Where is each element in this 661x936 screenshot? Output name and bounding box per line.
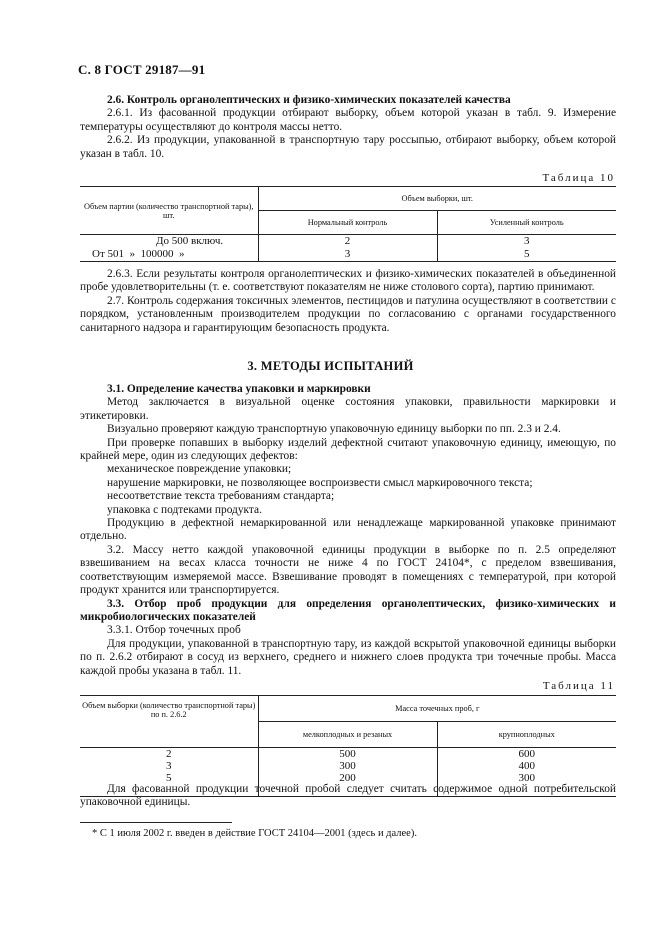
paragraph-2-6-3: 2.6.3. Если результаты контроля органолептических и физико-химических показателей в объединенной пробе удовлетворительны (т. е. соответствуют показателям не ниже столового сорта), партию принимают.	[80, 268, 616, 294]
paragraph-consumer-pack: Для фасованной продукции точечной пробой следует считать содержимое одной потребительской упаковочной единицы.	[80, 783, 616, 809]
page-header: С. 8 ГОСТ 29187—91	[78, 62, 206, 77]
table-11-cell-small: 300	[258, 760, 437, 772]
table-10-cell-normal: 3	[258, 247, 437, 262]
paragraph-3-1-visual: Визуально проверяют каждую транспортную упаковочную единицу выборки по пп. 2.3 и 2.4.	[107, 423, 561, 436]
table-row	[80, 247, 616, 262]
table-10-cell-lot: До 500 включ.	[80, 235, 258, 248]
paragraph-3-2: 3.2. Массу нетто каждой упаковочной единицы продукции в выборке по п. 2.5 определяют взвешиванием на весах класса точности не ниже 4 по ГОСТ 24104*, с пределом взвешивания, соответствующим измеряемой массе. Взвешивание проводят в помещениях с температурой, при которой продукт хранится или транспортируется.	[80, 543, 616, 597]
table-row	[80, 748, 616, 761]
table-11	[80, 695, 616, 797]
table-11-col-small: мелкоплодных и резаных	[258, 722, 437, 748]
table-10-col-normal: Нормальный контроль	[258, 211, 437, 235]
table-10-col-lot: Объем партии (количество транспортной тары), шт.	[80, 187, 258, 235]
paragraph-3-1-rejected: Продукцию в дефектной немаркированной или ненадлежаще маркированной упаковке принимают отдельно.	[80, 517, 616, 543]
table-10-col-group: Объем выборки, шт.	[258, 187, 616, 211]
final-paragraph-block	[80, 783, 616, 810]
table-11-col-large: крупноплодных	[437, 722, 616, 748]
defect-item: нарушение маркировки, не позволяющее воспроизвести смысл маркировочного текста;	[107, 476, 533, 489]
table-10	[80, 186, 616, 262]
section-3-3-title: 3.3. Отбор проб продукции для определения органолептических, физико-химических и микробиологических показателей	[80, 597, 616, 623]
table-10-col-tight: Усиленный контроль	[437, 211, 616, 235]
table-11-cell-sample: 5	[80, 772, 258, 784]
defect-item: механическое повреждение упаковки;	[107, 463, 292, 476]
table-11-cell-sample: 3	[80, 760, 258, 772]
defect-item: несоответствие текста требованиям стандарта;	[107, 490, 335, 503]
table-11-cell-sample: 2	[80, 748, 258, 761]
section-3-heading: 3. МЕТОДЫ ИСПЫТАНИЙ	[247, 359, 414, 373]
paragraph-2-6-1: 2.6.1. Из фасованной продукции отбирают выборку, объем которой указан в табл. 9. Измерение температуры осуществляют до контроля массы нетто.	[80, 107, 616, 133]
section-2-6-3-2-7	[80, 268, 616, 335]
table-11-cell-large: 600	[518, 748, 535, 760]
table-row	[80, 235, 616, 248]
table-row	[80, 760, 616, 772]
table-10-cell-lot: От 501 » 100000 »	[80, 247, 258, 262]
table-11-col-sample: Объем выборки (количество транспортной тары) по п. 2.6.2	[80, 696, 258, 748]
section-3-1-title: 3.1. Определение качества упаковки и маркировки	[107, 383, 371, 395]
paragraph-3-1-defects: При проверке попавших в выборку изделий дефектной считают упаковочную единицу, имеющую, по крайней мере, один из следующих дефектов:	[80, 436, 616, 463]
table-11-cell-small: 500	[258, 748, 437, 761]
paragraph-2-7: 2.7. Контроль содержания токсичных элементов, пестицидов и патулина осуществляют в соответствии с порядком, установленным производителем продукции по согласованию с органами государственного санитарного надзора и гарантирующим безопасность продукта.	[80, 294, 616, 334]
footnote-separator	[80, 822, 232, 823]
section-2-6-title: 2.6. Контроль органолептических и физико-химических показателей качества	[107, 94, 511, 106]
table-11-col-group: Масса точечных проб, г	[258, 696, 616, 722]
table-11-cell-large: 300	[518, 772, 535, 784]
footnote: * С 1 июля 2002 г. введен в действие ГОСТ 24104—2001 (здесь и далее).	[92, 828, 417, 839]
table-11-cell-large: 400	[518, 760, 535, 772]
section-2-6	[80, 94, 616, 161]
defect-item: упаковка с подтеками продукта.	[107, 503, 262, 516]
section-3-body	[80, 383, 616, 678]
section-3-3-1-title: 3.3.1. Отбор точечных проб	[107, 624, 241, 637]
paragraph-3-1-method: Метод заключается в визуальной оценке состояния упаковки, правильности маркировки и этикетировки.	[80, 396, 616, 422]
paragraph-2-6-2: 2.6.2. Из продукции, упакованной в транспортную тару россыпью, отбирают выборку, объем которой указан в табл. 10.	[80, 134, 616, 160]
table-10-cell-tight: 5	[524, 248, 530, 260]
table-10-cell-normal: 2	[258, 235, 437, 248]
table-11-cell-small: 200	[258, 772, 437, 784]
table-10-cell-tight: 3	[524, 235, 530, 247]
table-10-caption: Таблица 10	[542, 172, 615, 184]
paragraph-3-3-1: Для продукции, упакованной в транспортную тару, из каждой вскрытой упаковочной единицы выборки по п. 2.6.2 отбирают в сосуд из верхнего, среднего и нижнего слоев продукта три точечные пробы. Масса каждой пробы указана в табл. 11.	[80, 637, 616, 677]
table-11-caption: Таблица 11	[542, 680, 615, 692]
